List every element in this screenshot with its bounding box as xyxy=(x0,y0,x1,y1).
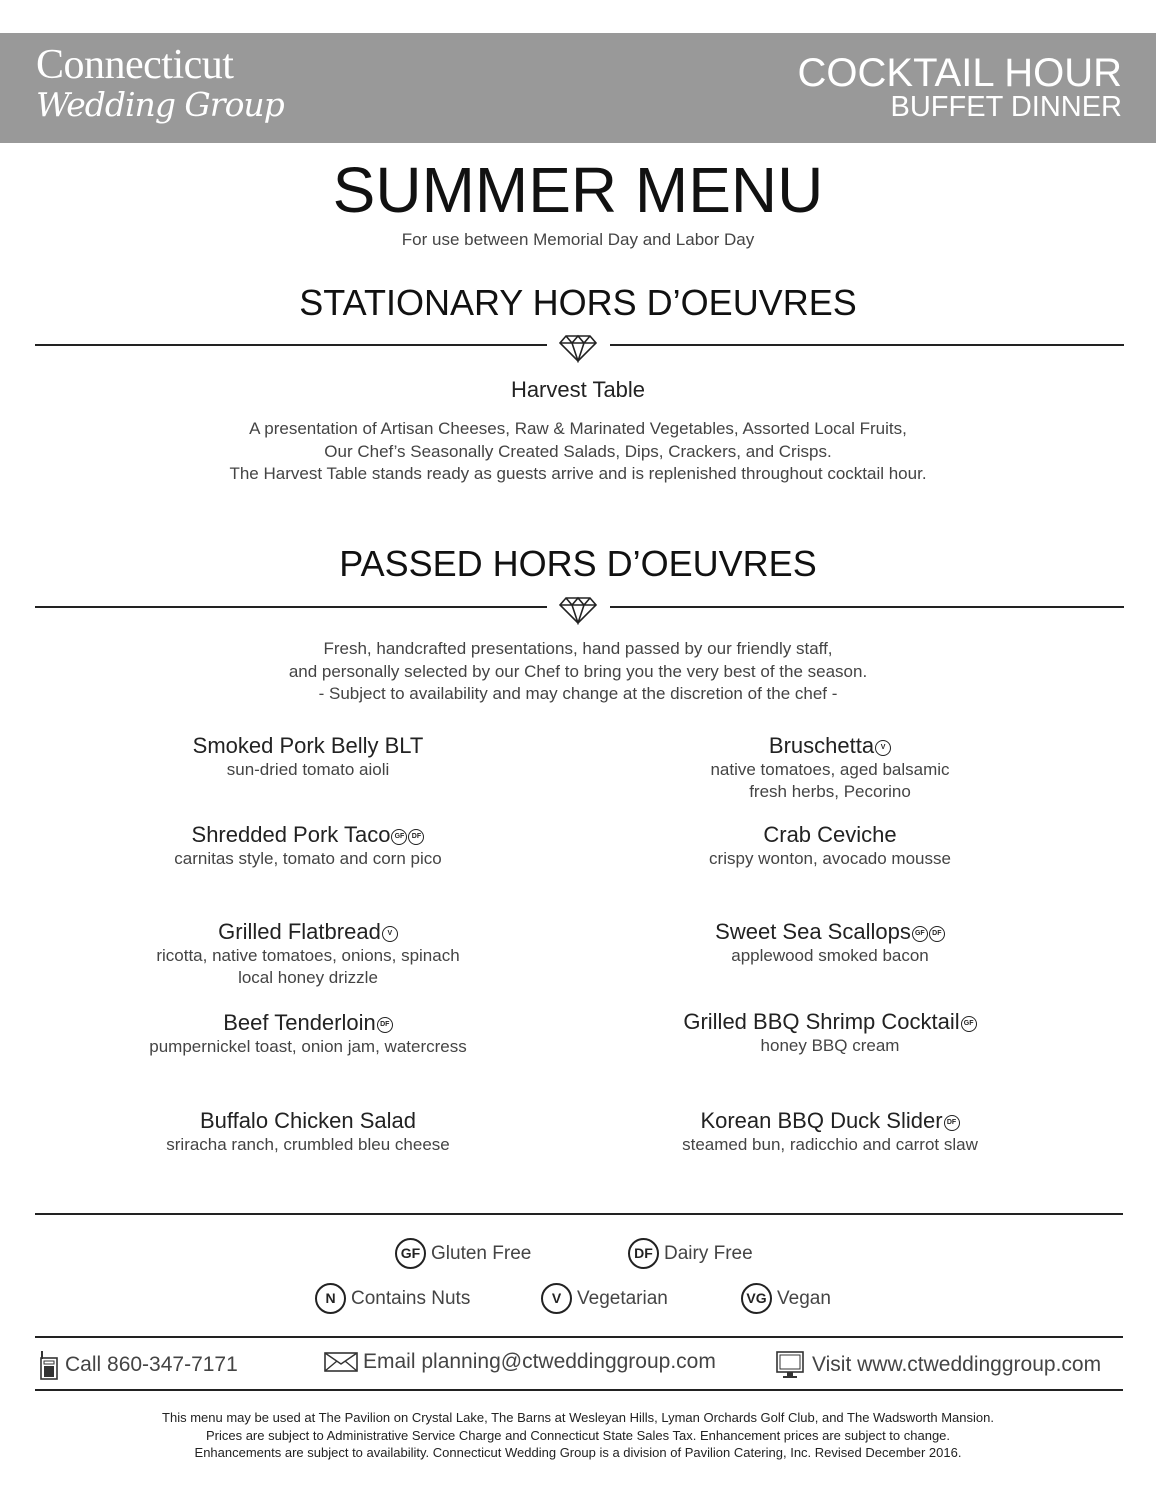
legend-label: Contains Nuts xyxy=(351,1287,471,1309)
menu-item xyxy=(570,1108,1090,1156)
divider-left xyxy=(35,606,547,608)
menu-item-name xyxy=(570,733,1090,759)
stationary-heading: STATIONARY HORS D’OEUVRES xyxy=(299,282,857,323)
menu-item xyxy=(48,1108,568,1156)
item-name-text: Grilled BBQ Shrimp Cocktail xyxy=(683,1009,960,1034)
gf-badge-icon: GF xyxy=(961,1016,977,1032)
menu-item-name xyxy=(48,1108,568,1134)
v-badge-icon: V xyxy=(875,740,891,756)
menu-item-name xyxy=(570,1108,1090,1134)
fine-print-line: Prices are subject to Administrative Service Charge and Connecticut State Sales Tax. Enhancement prices are subject to change. xyxy=(205,1427,951,1443)
contact-website[interactable] xyxy=(775,1350,1101,1380)
header-buffet-dinner: BUFFET DINNER xyxy=(890,91,1122,123)
menu-item xyxy=(570,919,1090,967)
menu-item-description: honey BBQ cream xyxy=(760,1036,900,1055)
menu-item-name xyxy=(48,733,568,759)
monitor-icon xyxy=(775,1350,805,1380)
menu-item xyxy=(48,733,568,781)
menu-item-description: sun-dried tomato aioli xyxy=(226,760,390,779)
item-name-text: Bruschetta xyxy=(768,733,875,758)
item-name-text: Shredded Pork Taco xyxy=(191,822,391,847)
logo-line1: Connecticut xyxy=(36,42,234,88)
v-badge-icon: V xyxy=(541,1283,572,1314)
desc-line: Our Chef’s Seasonally Created Salads, Dips, Crackers, and Crisps. xyxy=(324,441,832,461)
fine-print xyxy=(0,1409,1156,1462)
df-badge-icon: DF xyxy=(944,1115,960,1131)
desc-line: A presentation of Artisan Cheeses, Raw & Marinated Vegetables, Assorted Local Fruits, xyxy=(249,419,907,438)
menu-item xyxy=(48,822,568,870)
gf-badge-icon: GF xyxy=(391,829,407,845)
item-name-text: Buffalo Chicken Salad xyxy=(199,1108,417,1133)
harvest-table-title: Harvest Table xyxy=(510,377,646,402)
menu-item-name xyxy=(570,919,1090,945)
menu-item-description: pumpernickel toast, onion jam, watercress xyxy=(149,1037,467,1056)
envelope-icon xyxy=(324,1351,358,1373)
legend-item xyxy=(741,1283,831,1314)
diamond-icon xyxy=(558,333,598,363)
menu-item-description: crispy wonton, avocado mousse xyxy=(709,849,951,868)
divider-left xyxy=(35,344,547,346)
passed-intro xyxy=(0,638,1156,706)
menu-item-name xyxy=(48,1010,568,1036)
df-badge-icon: DF xyxy=(377,1017,393,1033)
contact-phone[interactable] xyxy=(38,1350,238,1380)
df-badge-icon: DF xyxy=(408,829,424,845)
intro-line: Fresh, handcrafted presentations, hand passed by our friendly staff, xyxy=(323,639,833,658)
logo-line2: Wedding Group xyxy=(36,85,284,124)
header-cocktail-hour: COCKTAIL HOUR xyxy=(797,51,1122,95)
menu-item-description: local honey drizzle xyxy=(238,968,378,987)
website-text: Visit www.ctweddinggroup.com xyxy=(812,1353,1102,1376)
legend-item xyxy=(395,1238,531,1269)
item-name-text: Korean BBQ Duck Slider xyxy=(700,1108,943,1133)
divider-right xyxy=(610,344,1124,346)
email-text: Email planning@ctweddinggroup.com xyxy=(363,1350,716,1373)
menu-item-description: ricotta, native tomatoes, onions, spinach xyxy=(156,946,460,965)
phone-text: Call 860-347-7171 xyxy=(65,1353,238,1376)
vg-badge-icon: VG xyxy=(741,1283,772,1314)
df-badge-icon: DF xyxy=(628,1238,659,1269)
menu-item-name xyxy=(48,919,568,945)
diamond-icon xyxy=(558,595,598,625)
fine-print-line: Enhancements are subject to availability. Connecticut Wedding Group is a division of Pavilion Catering, Inc. Revised December 2016. xyxy=(194,1445,962,1460)
menu-item-description: applewood smoked bacon xyxy=(731,946,929,965)
item-name-text: Smoked Pork Belly BLT xyxy=(192,733,424,758)
gf-badge-icon: GF xyxy=(395,1238,426,1269)
legend-item xyxy=(315,1283,470,1314)
divider-right xyxy=(610,606,1124,608)
contact-divider-bottom xyxy=(35,1389,1123,1391)
phone-icon xyxy=(38,1350,60,1380)
menu-item xyxy=(48,919,568,989)
menu-item-name xyxy=(48,822,568,848)
intro-line: and personally selected by our Chef to bring you the very best of the season. xyxy=(288,661,868,681)
header-band xyxy=(0,33,1156,143)
legend-label: Gluten Free xyxy=(431,1242,532,1264)
menu-item xyxy=(48,1010,568,1058)
contact-email[interactable] xyxy=(324,1350,716,1374)
menu-item-description: steamed bun, radicchio and carrot slaw xyxy=(682,1135,978,1154)
fine-print-line: This menu may be used at The Pavilion on Crystal Lake, The Barns at Wesleyan Hills, Lyman Orchards Golf Club, and The Wadsworth Mansion. xyxy=(162,1410,994,1425)
page-subtitle: For use between Memorial Day and Labor Day xyxy=(401,230,755,249)
menu-item xyxy=(570,1009,1090,1057)
menu-item xyxy=(570,822,1090,870)
menu-item-description: native tomatoes, aged balsamic xyxy=(710,760,950,779)
item-name-text: Crab Ceviche xyxy=(763,822,897,847)
legend-label: Vegan xyxy=(777,1287,831,1309)
menu-item xyxy=(570,733,1090,803)
n-badge-icon: N xyxy=(315,1283,346,1314)
gf-badge-icon: GF xyxy=(912,926,928,942)
desc-line: The Harvest Table stands ready as guests arrive and is replenished throughout cocktail hour. xyxy=(229,464,927,483)
passed-heading: PASSED HORS D’OEUVRES xyxy=(339,543,817,584)
menu-item-description: sriracha ranch, crumbled bleu cheese xyxy=(166,1135,450,1154)
legend-divider xyxy=(35,1213,1123,1215)
legend-label: Dairy Free xyxy=(664,1242,753,1264)
legend-item xyxy=(628,1238,753,1269)
harvest-table-description xyxy=(0,418,1156,486)
legend-item xyxy=(541,1283,668,1314)
menu-item-name xyxy=(570,1009,1090,1035)
legend-label: Vegetarian xyxy=(577,1287,668,1309)
intro-line: - Subject to availability and may change at the discretion of the chef - xyxy=(318,684,838,703)
page-title: SUMMER MENU xyxy=(332,154,824,226)
item-name-text: Beef Tenderloin xyxy=(223,1010,376,1035)
contact-divider-top xyxy=(35,1336,1123,1338)
menu-item-description: fresh herbs, Pecorino xyxy=(749,782,911,801)
menu-item-description: carnitas style, tomato and corn pico xyxy=(174,849,442,868)
v-badge-icon: V xyxy=(382,926,398,942)
df-badge-icon: DF xyxy=(929,926,945,942)
menu-item-name xyxy=(570,822,1090,848)
item-name-text: Grilled Flatbread xyxy=(218,919,381,944)
item-name-text: Sweet Sea Scallops xyxy=(715,919,911,944)
